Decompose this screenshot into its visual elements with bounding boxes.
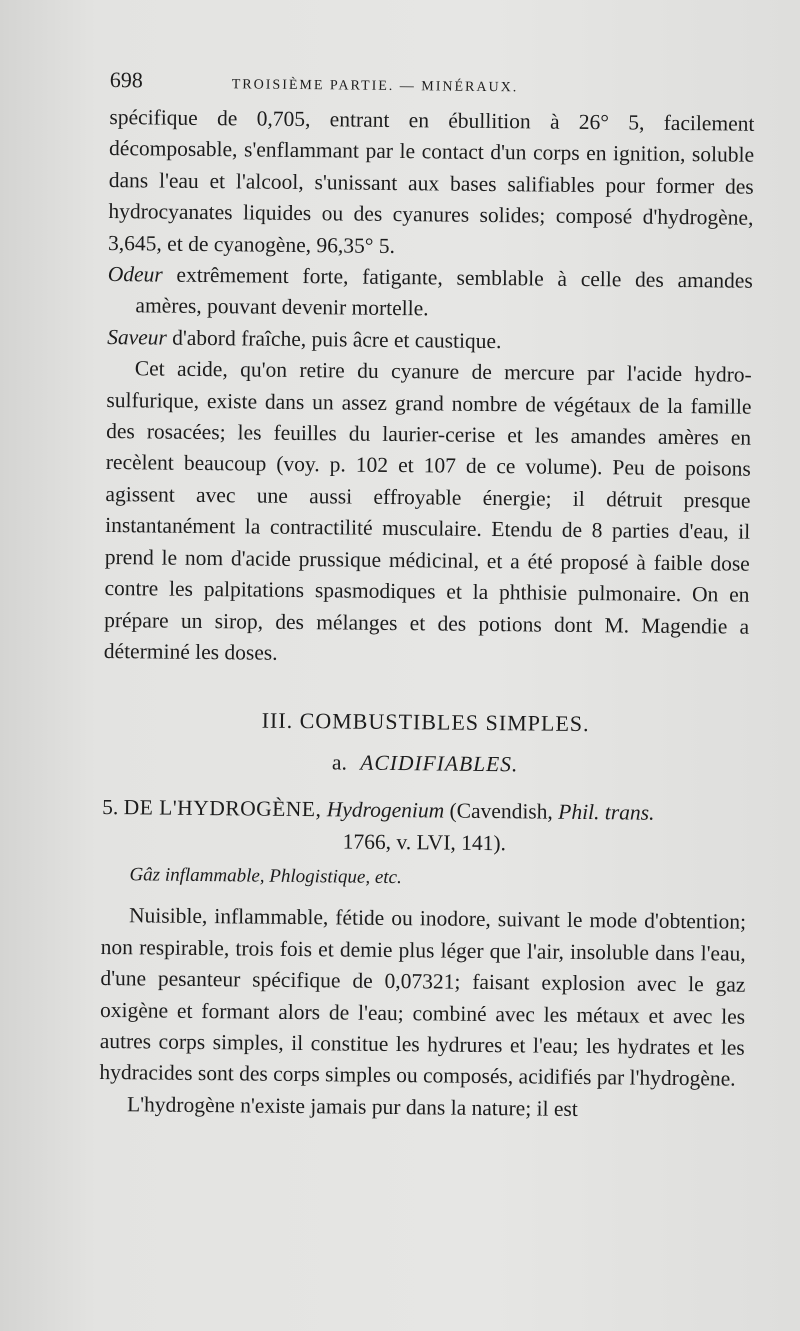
subsection-heading bbox=[103, 745, 748, 783]
page-number: 698 bbox=[109, 66, 143, 93]
paragraph-nuisible: Nuisible, inflammable, fétide ou inodore, suivant le mode d'obtention; non respirable, trois fois et demie plus léger que l'air, insoluble dans l'eau, d'une pesanteur spécifique de 0,07321; faisant explosion avec le gaz oxigène et formant alors de l'eau; combiné avec les métaux et avec les autres corps simples, il constitue les hydrures et l'eau; les hydrates et les hydracides sont des corps simples ou composés, acidifiés par l'hydrogène. bbox=[99, 903, 747, 1091]
saveur-text: d'abord fraîche, puis âcre et caustique. bbox=[166, 325, 502, 353]
paragraph-acide: Cet acide, qu'on retire du cyanure de mercure par l'acide hydro-sulfurique, existe dans un assez grand nombre de végétaux de la famille des rosacées; les feuilles du laurier-cerise et les amandes amères en recèlent beaucoup (voy. p. 102 et 107 de ce volume). Peu de poisons agissent avec une aussi effroyable énergie; il détruit presque instantanément la contractilité musculaire. Etendu de 8 parties d'eau, il prend le nom d'acide prussique médicinal, et a été proposé à faible dose contre les palpitations spasmodiques et la phthisie pulmonaire. On en prépare un sirop, des mélanges et des potions dont M. Magendie a déterminé les doses. bbox=[103, 356, 752, 665]
paragraph-intro: spécifique de 0,705, entrant en ébullition à 26° 5, facilement décomposable, s'enflammant par le contact d'un corps en ignition, soluble dans l'eau et l'alcool, s'unissant aux bases salifiables pour former des hydrocyanates liquides ou des cyanures solides; composé d'hydrogène, 3,645, et de cyanogène, 96,35° 5. bbox=[108, 104, 755, 258]
entry-latin: Hydrogenium bbox=[326, 797, 445, 823]
odeur-text: extrêmement forte, fatigante, semblable à celle des amandes amères, pouvant devenir mortelle. bbox=[135, 262, 753, 321]
entry-synonyms: Gâz inflammable, Phlogistique, etc. bbox=[129, 864, 402, 889]
subsection-label: a. bbox=[331, 750, 348, 775]
page-header bbox=[110, 64, 755, 105]
paragraph-last: L'hydrogène n'existe jamais pur dans la nature; il est bbox=[126, 1092, 578, 1121]
subsection-name: ACIDIFIABLES. bbox=[360, 750, 519, 777]
paragraph-odeur bbox=[107, 259, 753, 329]
entry-source-open: (Cavendish, bbox=[444, 798, 559, 824]
entry-title: DE L'HYDROGÈNE, bbox=[123, 795, 322, 822]
entry-number: 5. bbox=[102, 795, 119, 820]
entry-journal: Phil. trans. bbox=[558, 799, 655, 825]
running-head: TROISIÈME PARTIE. — MINÉRAUX. bbox=[231, 77, 519, 96]
saveur-label: Saveur bbox=[107, 324, 167, 350]
section-title: III. COMBUSTIBLES SIMPLES. bbox=[261, 707, 590, 737]
text-block bbox=[99, 64, 755, 1127]
odeur-label: Odeur bbox=[107, 262, 163, 287]
entry-heading bbox=[102, 792, 748, 862]
entry-source-close: 1766, v. LVI, 141). bbox=[342, 829, 507, 855]
